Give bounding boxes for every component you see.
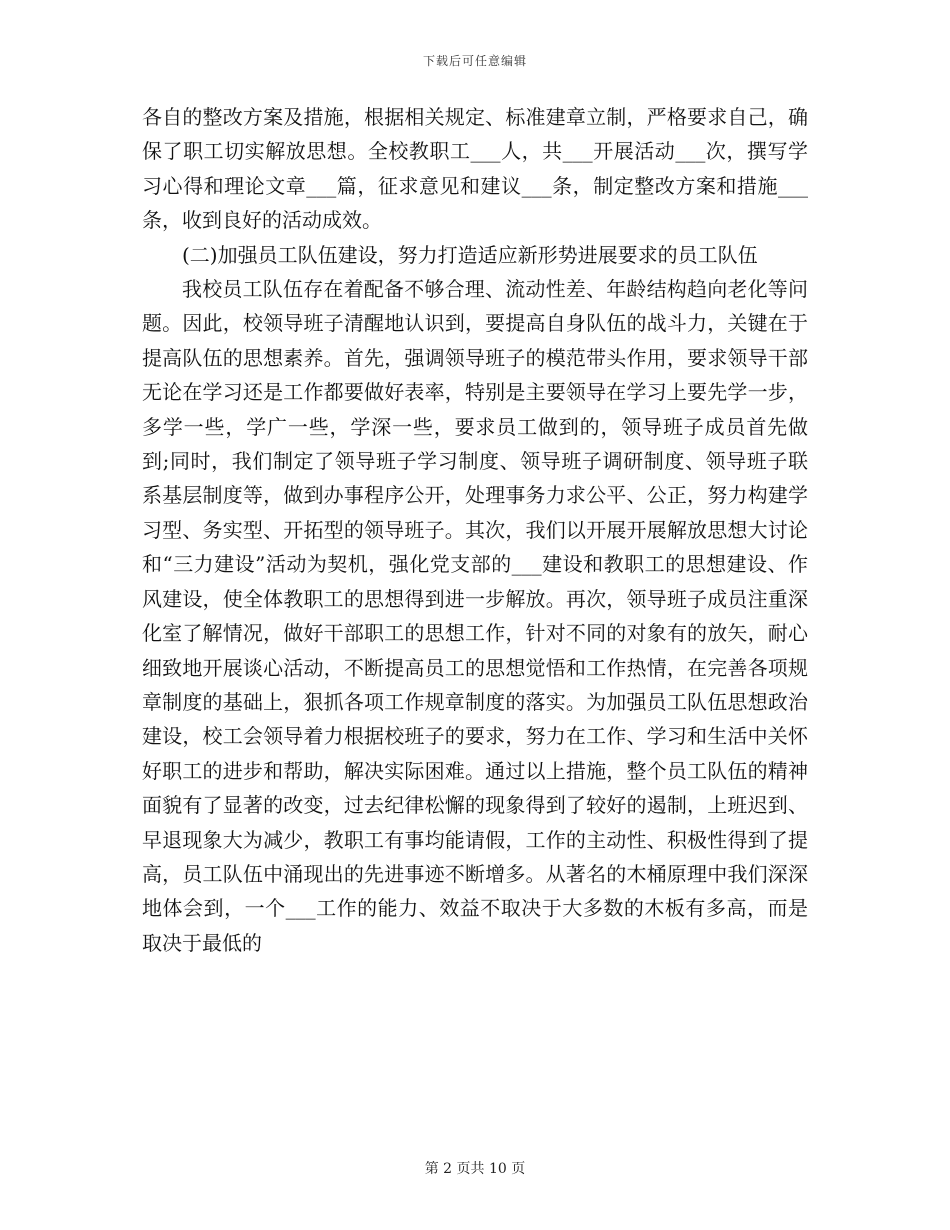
section-heading: (二)加强员工队伍建设，努力打造适应新形势进展要求的员工队伍 bbox=[182, 242, 758, 267]
page-header: 下载后可任意编辑 bbox=[422, 54, 527, 68]
paragraph-continuation: 各自的整改方案及措施，根据相关规定、标准建章立制，严格要求自己，确保了职工切实解放思想。全校教职工___人，共___开展活动___次，撰写学习心得和理论文章___篇，征求意见和建议___条，制定整改方案和措施___条，收到良好的活动成效。 bbox=[142, 105, 808, 233]
page-number-footer: 第 2 页共 10 页 bbox=[424, 1161, 526, 1177]
document-body bbox=[142, 100, 808, 960]
paragraph-main: 我校员工队伍存在着配备不够合理、流动性差、年龄结构趋向老化等问题。因此，校领导班子清醒地认识到，要提高自身队伍的战斗力，关键在于提高队伍的思想素养。首先，强调领导班子的模范带头作用，要求领导干部无论在学习还是工作都要做好表率，特别是主要领导在学习上要先学一步，多学一些，学广一些，学深一些，要求员工做到的，领导班子成员首先做到;同时，我们制定了领导班子学习制度、领导班子调研制度、领导班子联系基层制度等，做到办事程序公开，处理事务力求公平、公正，努力构建学习型、务实型、开拓型的领导班子。其次，我们以开展开展解放思想大讨论和“三力建设”活动为契机，强化党支部的___建设和教职工的思想建设、作风建设，使全体教职工的思想得到进一步解放。再次，领导班子成员注重深化室了解情况，做好干部职工的思想工作，针对不同的对象有的放矢，耐心细致地开展谈心活动，不断提高员工的思想觉悟和工作热情，在完善各项规章制度的基础上，狠抓各项工作规章制度的落实。为加强员工队伍思想政治建设，校工会领导着力根据校班子的要求，努力在工作、学习和生活中关怀好职工的进步和帮助，解决实际困难。通过以上措施，整个员工队伍的精神面貌有了显著的改变，过去纪律松懈的现象得到了较好的遏制，上班迟到、早退现象大为减少，教职工有事均能请假，工作的主动性、积极性得到了提高，员工队伍中涌现出的先进事迹不断增多。从著名的木桶原理中我们深深地体会到，一个___工作的能力、效益不取决于大多数的木板有多高，而是取决于最低的 bbox=[142, 277, 808, 955]
